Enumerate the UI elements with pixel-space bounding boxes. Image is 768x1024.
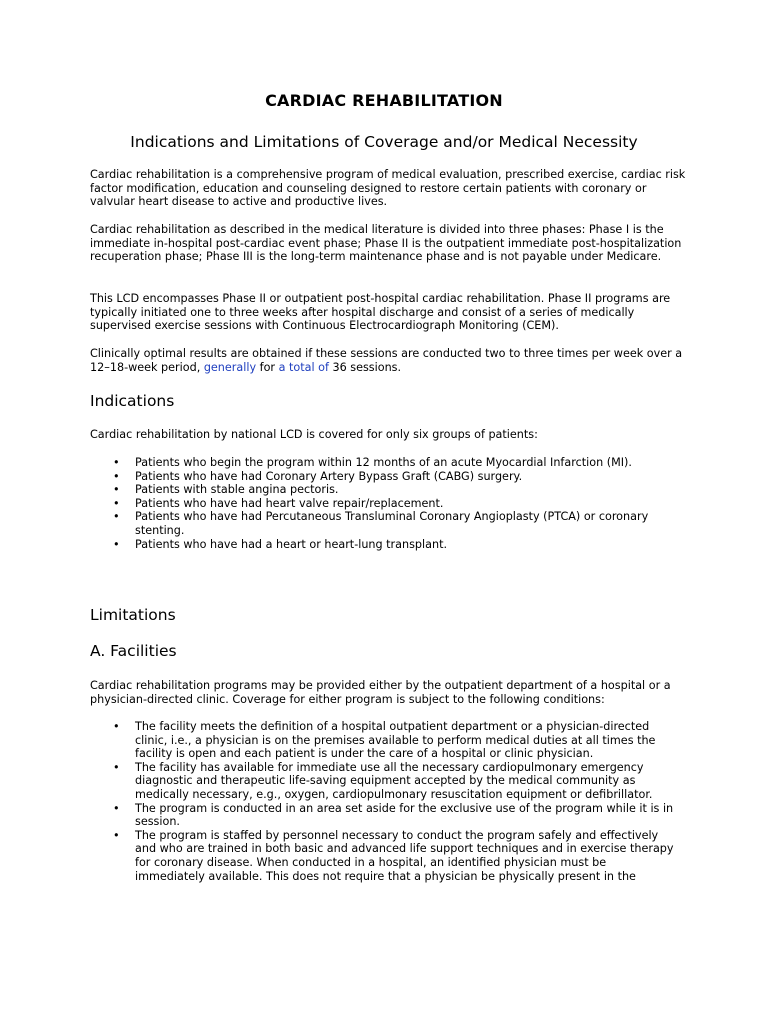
bullet: • <box>113 496 120 510</box>
bullet: • <box>113 537 120 551</box>
bullet: • <box>113 483 120 497</box>
list-item <box>90 829 675 883</box>
list-item <box>90 470 675 484</box>
list-item-text: The program is conducted in an area set aside for the exclusive use of the program while it is in session. <box>135 801 674 829</box>
list-item <box>90 761 675 802</box>
clinical-text-3: 36 sessions. <box>328 360 402 374</box>
list-item-text: Patients who have had a heart or heart-lung transplant. <box>135 537 448 551</box>
bullet: • <box>113 469 120 483</box>
generally-link[interactable]: generally <box>203 360 257 374</box>
list-item-text: Patients who begin the program within 12 months of an acute Myocardial Infarction (MI). <box>135 456 632 469</box>
list-item-text: The program is staffed by personnel necessary to conduct the program safely and effectively and who are trained in both basic and advanced life support techniques and in exercise therapy for coronary disease. When conducted in a hospital, an identified physician must be immediately available. This does not require that a physician be physically present in the <box>135 828 674 883</box>
list-item <box>90 720 675 761</box>
list-item <box>90 510 675 537</box>
list-item <box>90 456 675 470</box>
bullet: • <box>113 828 120 842</box>
list-item-text: Patients who have had Coronary Artery Bypass Graft (CABG) surgery. <box>135 469 523 483</box>
facilities-intro: Cardiac rehabilitation programs may be provided either by the outpatient department of a hospital or a physician-directed clinic. Coverage for either program is subject to the following conditions: <box>90 679 671 706</box>
document-subtitle: Indications and Limitations of Coverage and/or Medical Necessity <box>130 133 638 151</box>
list-item-text: Patients with stable angina pectoris. <box>135 483 339 497</box>
phases-paragraph: Cardiac rehabilitation as described in the medical literature is divided into three phases: Phase I is the immediate in-hospital post-cardiac event phase; Phase II is the outpatient immediate post-hospitalization recuperation phase; Phase III is the long-term maintenance phase and is not payable under Medicare. <box>90 223 682 264</box>
list-item <box>90 802 675 829</box>
bullet: • <box>113 510 120 524</box>
bullet: • <box>113 720 120 733</box>
list-item <box>90 497 675 511</box>
document-title: CARDIAC REHABILITATION <box>265 91 503 110</box>
list-item <box>90 538 675 552</box>
facilities-heading: A. Facilities <box>90 642 177 660</box>
list-item <box>90 483 675 497</box>
list-item-text: Patients who have had Percutaneous Transluminal Coronary Angioplasty (PTCA) or coronary stenting. <box>135 510 649 537</box>
facilities-list <box>90 720 675 883</box>
list-item-text: Patients who have had heart valve repair/replacement. <box>135 496 444 510</box>
indications-list <box>90 456 675 551</box>
bullet: • <box>113 801 120 815</box>
indications-intro: Cardiac rehabilitation by national LCD is covered for only six groups of patients: <box>90 428 538 441</box>
intro-paragraph: Cardiac rehabilitation is a comprehensive program of medical evaluation, prescribed exercise, cardiac risk factor modification, education and counseling designed to restore certain patients with coronary or valvular heart disease to active and productive lives. <box>90 168 686 209</box>
bullet: • <box>113 760 120 774</box>
indications-heading: Indications <box>90 392 175 410</box>
list-item-text: The facility meets the definition of a hospital outpatient department or a physician-directed clinic, i.e., a physician is on the premises available to perform medical duties at all times the facility is open and each patient is under the care of a hospital or clinic physician. <box>135 720 656 761</box>
limitations-heading: Limitations <box>90 606 176 624</box>
bullet: • <box>113 456 120 469</box>
clinical-text-1: Clinically optimal results are obtained if these sessions are conducted two to three times per week over a 12–18-week period, <box>90 347 683 374</box>
clinical-paragraph <box>90 347 690 374</box>
clinical-text-2: for <box>256 360 279 374</box>
list-item-text: The facility has available for immediate use all the necessary cardiopulmonary emergency diagnostic and therapeutic life-saving equipment accepted by the medical community as medically necessary, e.g., oxygen, cardiopulmonary resuscitation equipment or defibrillator. <box>135 760 653 801</box>
lcd-paragraph: This LCD encompasses Phase II or outpatient post-hospital cardiac rehabilitation. Phase II programs are typically initiated one to three weeks after hospital discharge and consist of a series of medically supervised exercise sessions with Continuous Electrocardiograph Monitoring (CEM). <box>90 292 671 333</box>
total-of-link[interactable]: a total of <box>278 360 329 374</box>
